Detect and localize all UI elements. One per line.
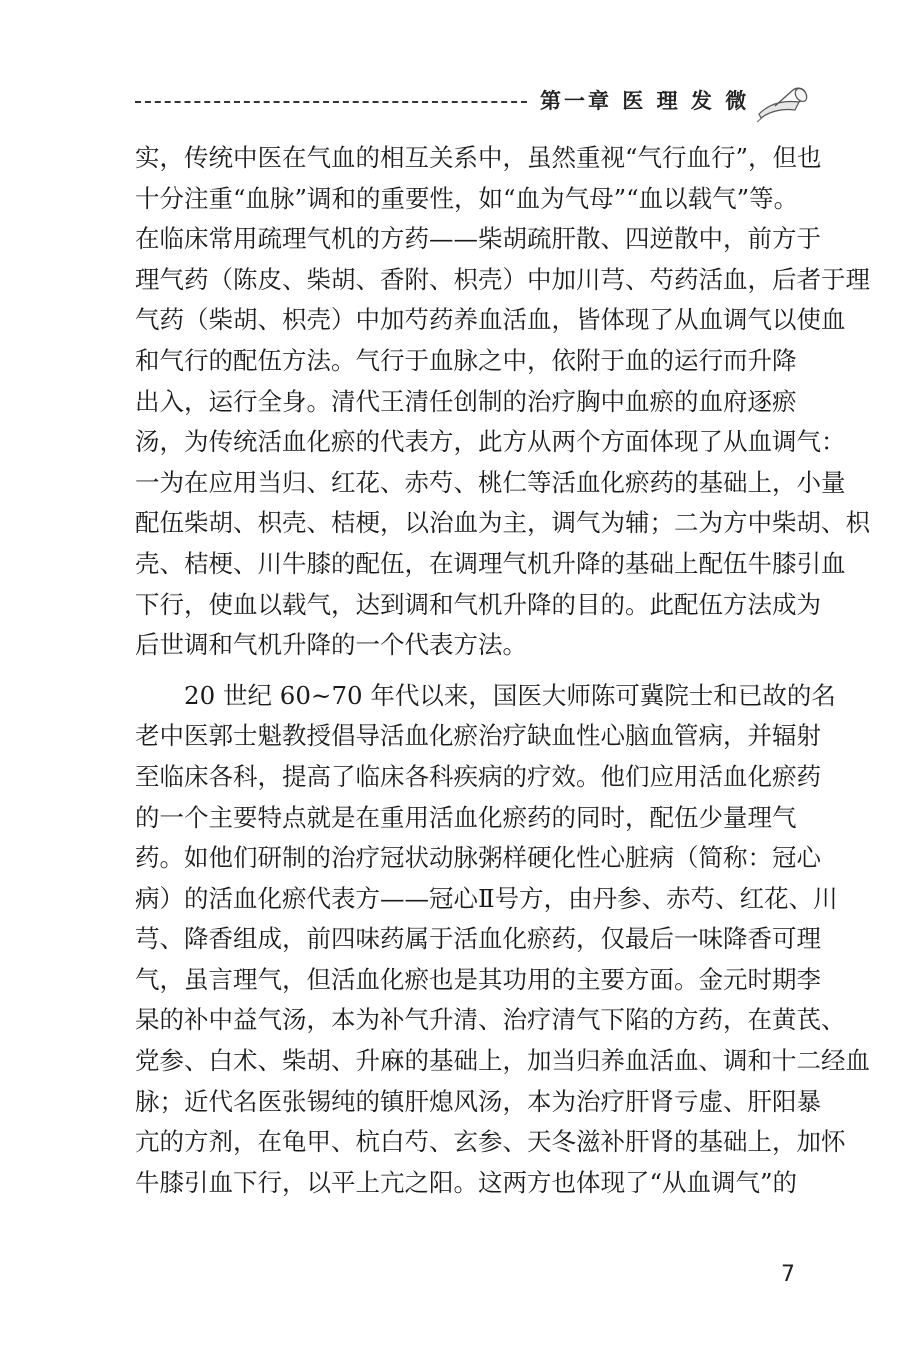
text-line: 20 世纪 60~70 年代以来，国医大师陈可冀院士和已故的名 (184, 680, 836, 710)
header-dashed-rule (135, 101, 527, 103)
page-number: 7 (781, 1262, 795, 1287)
text-line: 一为在应用当归、红花、赤芍、桃仁等活血化瘀药的基础上，小量 (135, 467, 846, 497)
paragraph (135, 676, 870, 1204)
text-line: 壳、桔梗、川牛膝的配伍，在调理气机升降的基础上配伍牛膝引血 (135, 548, 846, 578)
text-line: 牛膝引血下行，以平上亢之阳。这两方也体现了“从血调气”的 (135, 1167, 798, 1197)
text-line: 出入，运行全身。清代王清任创制的治疗胸中血瘀的血府逐瘀 (135, 386, 797, 416)
body-text (135, 138, 870, 1213)
text-line: 在临床常用疏理气机的方药——柴胡疏肝散、四逆散中，前方于 (135, 224, 821, 254)
text-line: 老中医郭士魁教授倡导活血化瘀治疗缺血性心脑血管病，并辐射 (135, 721, 821, 751)
chapter-title: 第一章 医 理 发 微 (540, 89, 750, 113)
text-line: 党参、白术、柴胡、升麻的基础上，加当归养血活血、调和十二经血 (135, 1046, 870, 1076)
book-scroll-icon (755, 84, 813, 124)
text-line: 实，传统中医在气血的相互关系中，虽然重视“气行血行”，但也 (135, 143, 822, 172)
text-line: 亢的方剂，在龟甲、杭白芍、玄参、天冬滋补肝肾的基础上，加怀 (135, 1127, 846, 1157)
text-line: 理气药（陈皮、柴胡、香附、枳壳）中加川芎、芍药活血，后者于理 (135, 264, 870, 294)
text-line: 至临床各科，提高了临床各科疾病的疗效。他们应用活血化瘀药 (135, 761, 821, 791)
text-line: 气，虽言理气，但活血化瘀也是其功用的主要方面。金元时期李 (135, 964, 821, 994)
text-line: 的一个主要特点就是在重用活血化瘀药的同时，配伍少量理气 (135, 802, 797, 832)
text-line: 病）的活血化瘀代表方——冠心Ⅱ号方，由丹参、赤芍、红花、川 (135, 883, 838, 913)
running-header (135, 84, 815, 124)
text-line: 脉；近代名医张锡纯的镇肝熄风汤，本为治疗肝肾亏虚、肝阳暴 (135, 1086, 821, 1116)
text-line: 后世调和气机升降的一个代表方法。 (135, 630, 527, 660)
text-line: 药。如他们研制的治疗冠状动脉粥样硬化性心脏病（简称：冠心 (135, 843, 821, 873)
text-line: 十分注重“血脉”调和的重要性，如“血为气母”“血以载气”等。 (135, 183, 799, 213)
text-line: 和气行的配伍方法。气行于血脉之中，依附于血的运行而升降 (135, 345, 797, 375)
text-line: 气药（柴胡、枳壳）中加芍药养血活血，皆体现了从血调气以使血 (135, 305, 846, 335)
text-line: 芎、降香组成，前四味药属于活血化瘀药，仅最后一味降香可理 (135, 924, 821, 954)
paragraph (135, 138, 870, 666)
text-line: 配伍柴胡、枳壳、桔梗，以治血为主，调气为辅；二为方中柴胡、枳 (135, 508, 870, 538)
text-line: 下行，使血以载气，达到调和气机升降的目的。此配伍方法成为 (135, 589, 821, 619)
text-line: 杲的补中益气汤，本为补气升清、治疗清气下陷的方药，在黄芪、 (135, 1005, 846, 1035)
text-line: 汤，为传统活血化瘀的代表方，此方从两个方面体现了从血调气： (135, 427, 846, 457)
